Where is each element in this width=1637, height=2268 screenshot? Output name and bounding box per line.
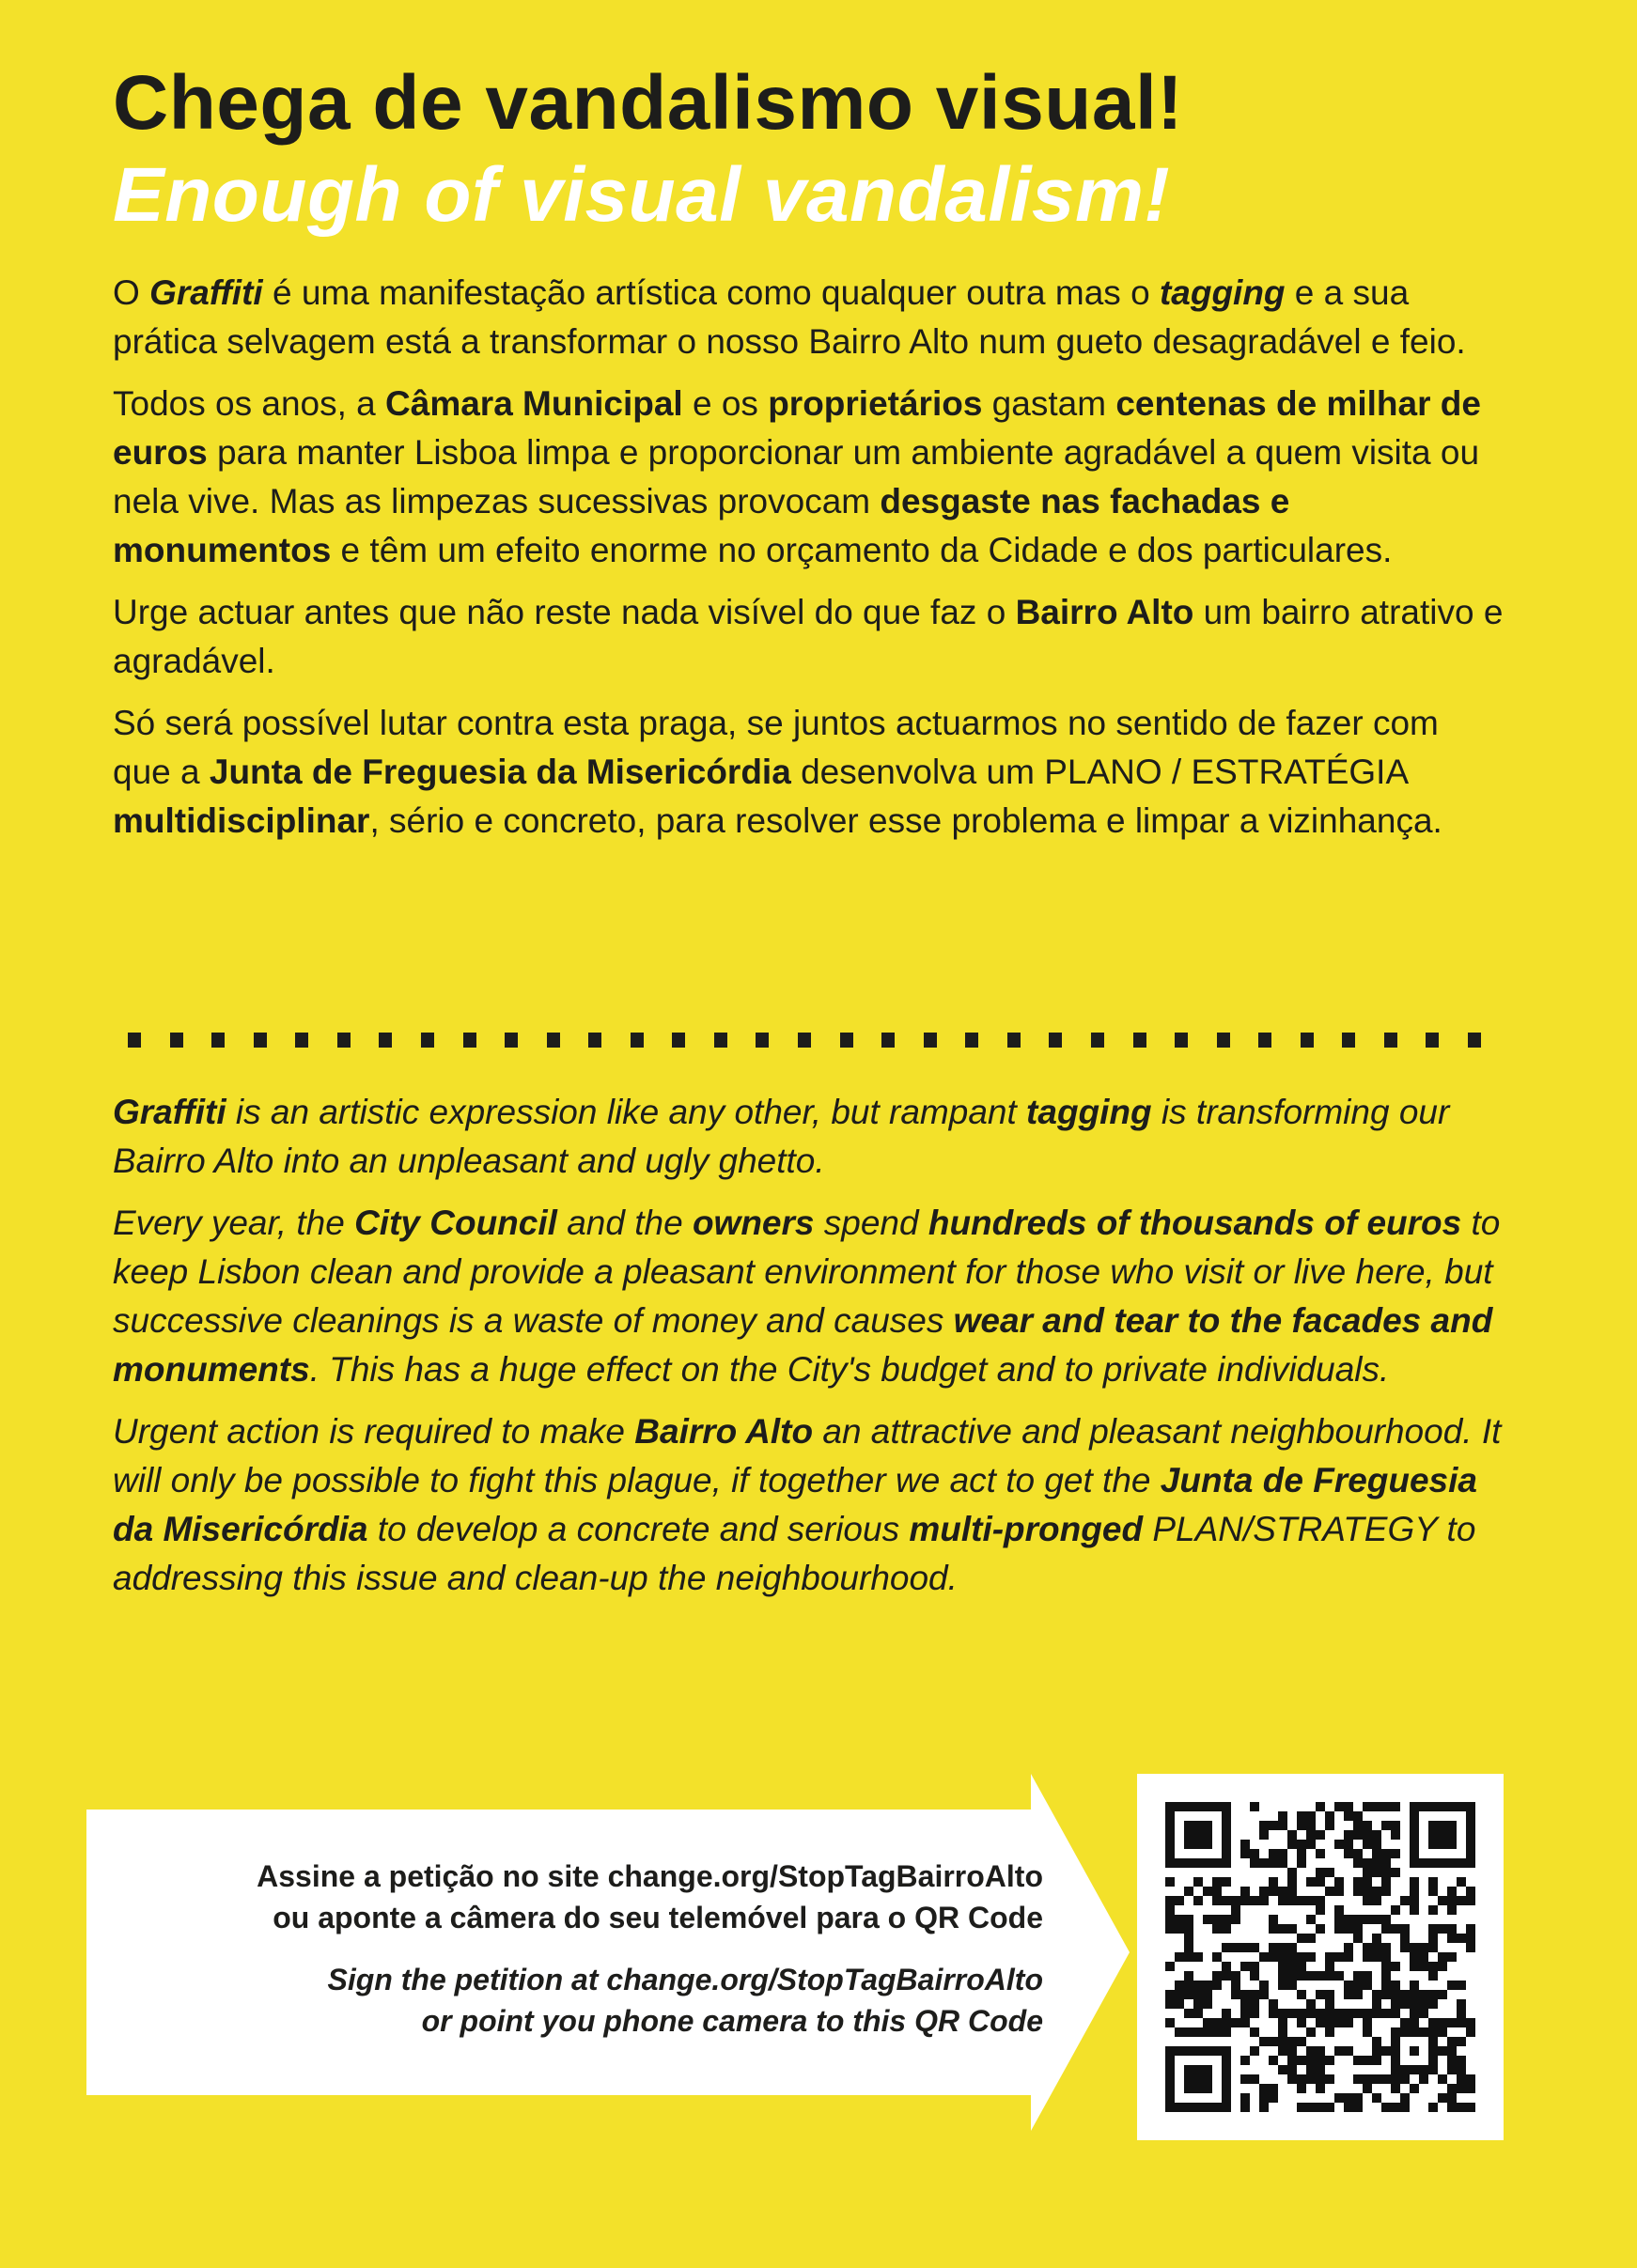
divider-dot — [1301, 1033, 1314, 1048]
emphasis-text: Bairro Alto — [1015, 593, 1194, 631]
divider-dot — [379, 1033, 392, 1048]
divider-dot — [1133, 1033, 1146, 1048]
divider-dot — [547, 1033, 560, 1048]
petition-en-line-2: or point you phone camera to this QR Code — [421, 2004, 1043, 2038]
divider-dot — [1007, 1033, 1021, 1048]
page-title: Chega de vandalismo visual! — [113, 60, 1184, 146]
divider-dot — [840, 1033, 853, 1048]
emphasis-text: wear and tear to the facades and monuments — [113, 1301, 1493, 1389]
page-subtitle: Enough of visual vandalism! — [113, 152, 1171, 238]
divider-dot — [1468, 1033, 1481, 1048]
en-paragraph-3: Urgent action is required to make Bairro Alto an attractive and pleasant neighbourhood. It will only be possible to fight this plague, if together we act to get the Junta de Freguesia da Misericórdia to develop a concrete and serious multi-pronged PLAN/STRATEGY to addressing this issue and clean-up the neighbourhood. — [113, 1412, 1502, 1597]
divider-dot — [714, 1033, 727, 1048]
emphasis-text: Junta de Freguesia da Misericórdia — [113, 1461, 1477, 1548]
pt-paragraph-1: O Graffiti é uma manifestação artística como qualquer outra mas o tagging e a sua prática selvagem está a transformar o nosso Bairro Alto num gueto desagradável e feio. — [113, 273, 1466, 361]
divider-dot — [1426, 1033, 1439, 1048]
emphasis-text: proprietários — [768, 384, 983, 423]
divider-dot — [1258, 1033, 1271, 1048]
divider-dot — [1091, 1033, 1104, 1048]
emphasis-text: tagging — [1159, 273, 1286, 312]
pt-paragraph-4: Só será possível lutar contra esta praga, se juntos actuarmos no sentido de fazer com que a Junta de Freguesia da Misericórdia desenvolva um PLANO / ESTRATÉGIA multidisciplinar, sério e concreto, para resolver esse problema e limpar a vizinhança. — [113, 704, 1442, 840]
emphasis-text: Graffiti — [149, 273, 263, 312]
emphasis-text: Graffiti — [113, 1093, 226, 1131]
divider-dot — [924, 1033, 937, 1048]
divider-dot — [1217, 1033, 1230, 1048]
divider-dot — [170, 1033, 183, 1048]
emphasis-text: Câmara Municipal — [385, 384, 683, 423]
emphasis-text: Bairro Alto — [634, 1412, 814, 1451]
divider-dot — [463, 1033, 476, 1048]
english-text — [113, 1088, 1504, 1616]
divider-dot — [337, 1033, 351, 1048]
emphasis-text: Junta de Freguesia da Misericórdia — [209, 753, 791, 791]
qr-code-icon[interactable] — [1137, 1774, 1504, 2140]
emphasis-text: centenas de milhar de euros — [113, 384, 1481, 472]
divider-dot — [1342, 1033, 1355, 1048]
emphasis-text: tagging — [1026, 1093, 1152, 1131]
divider-dot — [1384, 1033, 1397, 1048]
pt-paragraph-2: Todos os anos, a Câmara Municipal e os proprietários gastam centenas de milhar de euros para manter Lisboa limpa e proporcionar um ambiente agradável a quem visita ou nela vive. Mas as limpezas sucessivas provocam desgaste nas fachadas e monumentos e têm um efeito enorme no orçamento da Cidade e dos particulares. — [113, 384, 1481, 569]
emphasis-text: multi-pronged — [909, 1510, 1144, 1548]
petition-pt-line-2: ou aponte a câmera do seu telemóvel para o QR Code — [273, 1901, 1043, 1934]
divider-dot — [965, 1033, 978, 1048]
petition-en-line-1: Sign the petition at change.org/StopTagBairroAlto — [327, 1963, 1043, 1996]
divider-dot — [211, 1033, 225, 1048]
pt-paragraph-3: Urge actuar antes que não reste nada visível do que faz o Bairro Alto um bairro atrativo e agradável. — [113, 593, 1504, 680]
divider-dot — [881, 1033, 895, 1048]
emphasis-text: City Council — [354, 1204, 557, 1242]
divider-dot — [588, 1033, 601, 1048]
petition-pt-line-1: Assine a petição no site change.org/StopTagBairroAlto — [257, 1859, 1043, 1893]
divider-dot — [254, 1033, 267, 1048]
en-paragraph-2: Every year, the City Council and the owners spend hundreds of thousands of euros to keep Lisbon clean and provide a pleasant environment for those who visit or live here, but successive cleanings is a waste of money and causes wear and tear to the facades and monuments. This has a huge effect on the City's budget and to private individuals. — [113, 1204, 1501, 1389]
divider-dot — [1049, 1033, 1062, 1048]
divider-dot — [798, 1033, 811, 1048]
en-paragraph-1: Graffiti is an artistic expression like any other, but rampant tagging is transforming our Bairro Alto into an unpleasant and ugly ghetto. — [113, 1093, 1450, 1180]
divider-dot — [505, 1033, 518, 1048]
divider-dot — [295, 1033, 308, 1048]
divider-dot — [631, 1033, 644, 1048]
emphasis-text: desgaste nas fachadas e monumentos — [113, 482, 1290, 569]
divider-dot — [1175, 1033, 1188, 1048]
petition-callout — [103, 1856, 1043, 2042]
divider-dot — [128, 1033, 141, 1048]
emphasis-text: hundreds of thousands of euros — [928, 1204, 1462, 1242]
emphasis-text: owners — [692, 1204, 815, 1242]
divider-dot — [756, 1033, 769, 1048]
divider-dot — [672, 1033, 685, 1048]
dotted-divider — [128, 1031, 1481, 1049]
divider-dot — [421, 1033, 434, 1048]
emphasis-text: multidisciplinar — [113, 801, 370, 840]
portuguese-text — [113, 269, 1504, 859]
qr-code-graphic — [1165, 1802, 1475, 2112]
